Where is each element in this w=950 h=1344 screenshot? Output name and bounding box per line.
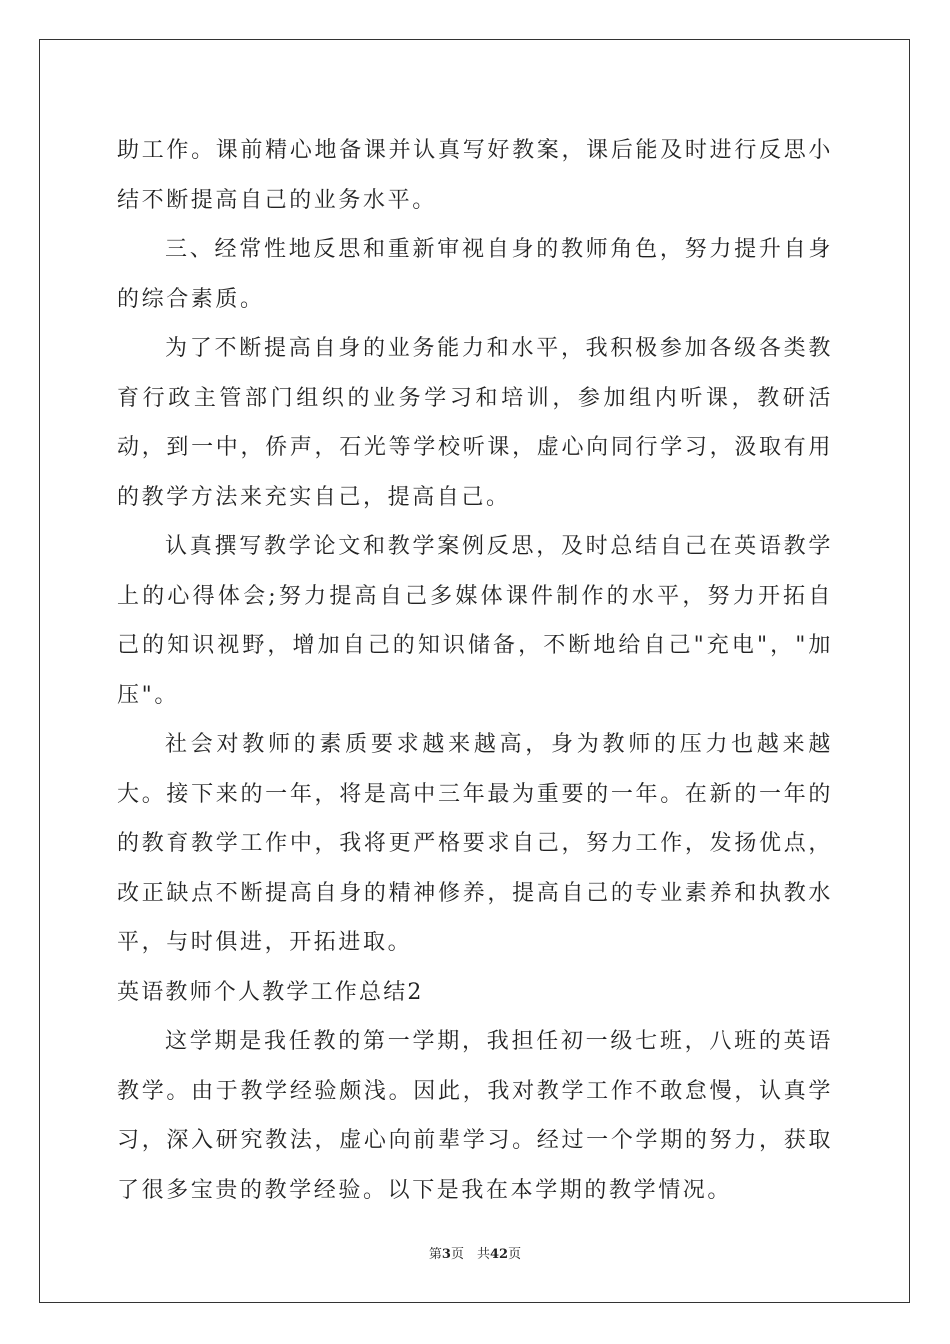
footer-page-current: 3: [441, 1247, 451, 1262]
footer-page-total: 42: [489, 1247, 509, 1262]
document-body: [117, 126, 833, 1215]
footer-page-suffix: 页: [508, 1247, 522, 1262]
paragraph-4: 认真撰写教学论文和教学案例反思，及时总结自己在英语教学上的心得体会;努力提高自己多媒体课件制作的水平，努力开拓自己的知识视野，增加自己的知识储备，不断地给自己"充电"，"加压"。: [117, 534, 833, 708]
footer-page-mid: 页 共: [450, 1247, 490, 1262]
paragraph-5: 社会对教师的素质要求越来越高，身为教师的压力也越来越大。接下来的一年，将是高中三年最为重要的一年。在新的一年的的教育教学工作中，我将更严格要求自己，努力工作，发扬优点，改正缺点不断提高自身的精神修养，提高自己的专业素养和执教水平，与时俱进，开拓进取。: [117, 732, 833, 955]
page-footer: [0, 1243, 950, 1262]
section-heading: 英语教师个人教学工作总结2: [117, 979, 424, 1005]
footer-page-prefix: 第: [428, 1247, 442, 1262]
paragraph-3: 为了不断提高自身的业务能力和水平，我积极参加各级各类教育行政主管部门组织的业务学习和培训，参加组内听课，教研活动，到一中，侨声，石光等学校听课，虚心向同行学习，汲取有用的教学方法来充实自己，提高自己。: [117, 336, 833, 510]
section-paragraph-1: 这学期是我任教的第一学期，我担任初一级七班，八班的英语教学。由于教学经验颇浅。因此，我对教学工作不敢怠慢，认真学习，深入研究教法，虚心向前辈学习。经过一个学期的努力，获取了很多宝贵的教学经验。以下是我在本学期的教学情况。: [117, 1029, 833, 1203]
paragraph-2: 三、经常性地反思和重新审视自身的教师角色，努力提升自身的综合素质。: [117, 237, 833, 312]
paragraph-1: 助工作。课前精心地备课并认真写好教案，课后能及时进行反思小结不断提高自己的业务水平。: [117, 138, 833, 213]
